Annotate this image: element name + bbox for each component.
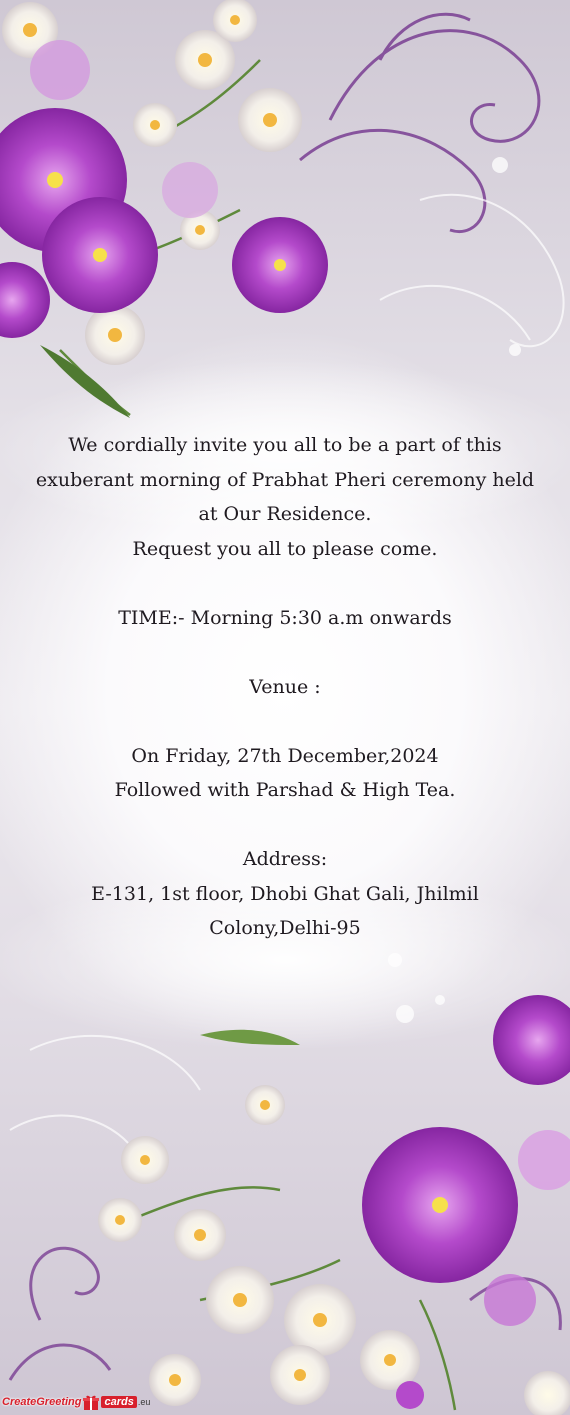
blank-line [20,704,550,739]
invitation-message [20,428,550,946]
time-line: TIME:- Morning 5:30 a.m onwards [118,606,452,629]
gift-icon [82,1394,100,1410]
address-heading: Address: [242,848,328,870]
request-line: Request you all to please come. [132,537,438,560]
blank-line [20,808,550,843]
refreshment-line: Followed with Parshad & High Tea. [114,779,456,801]
invite-line-1: We cordially invite you all to be a part of this [68,434,502,456]
date-line: On Friday, 27th December,2024 [131,744,439,767]
watermark-text: CreateGreeting [2,1396,82,1408]
address-line-2: Colony,Delhi-95 [209,917,361,939]
watermark-cards: cards [101,1396,136,1408]
blank-line [20,635,550,670]
venue-line: Venue : [249,675,321,698]
blank-line [20,566,550,601]
address-line-1: E-131, 1st floor, Dhobi Ghat Gali, Jhilmil [91,882,479,905]
watermark-logo[interactable] [2,1392,150,1412]
watermark-domain: .eu [137,1397,151,1407]
invite-line-3: at Our Residence. [198,503,372,525]
invite-line-2: exuberant morning of Prabhat Pheri ceremony held [35,468,535,491]
